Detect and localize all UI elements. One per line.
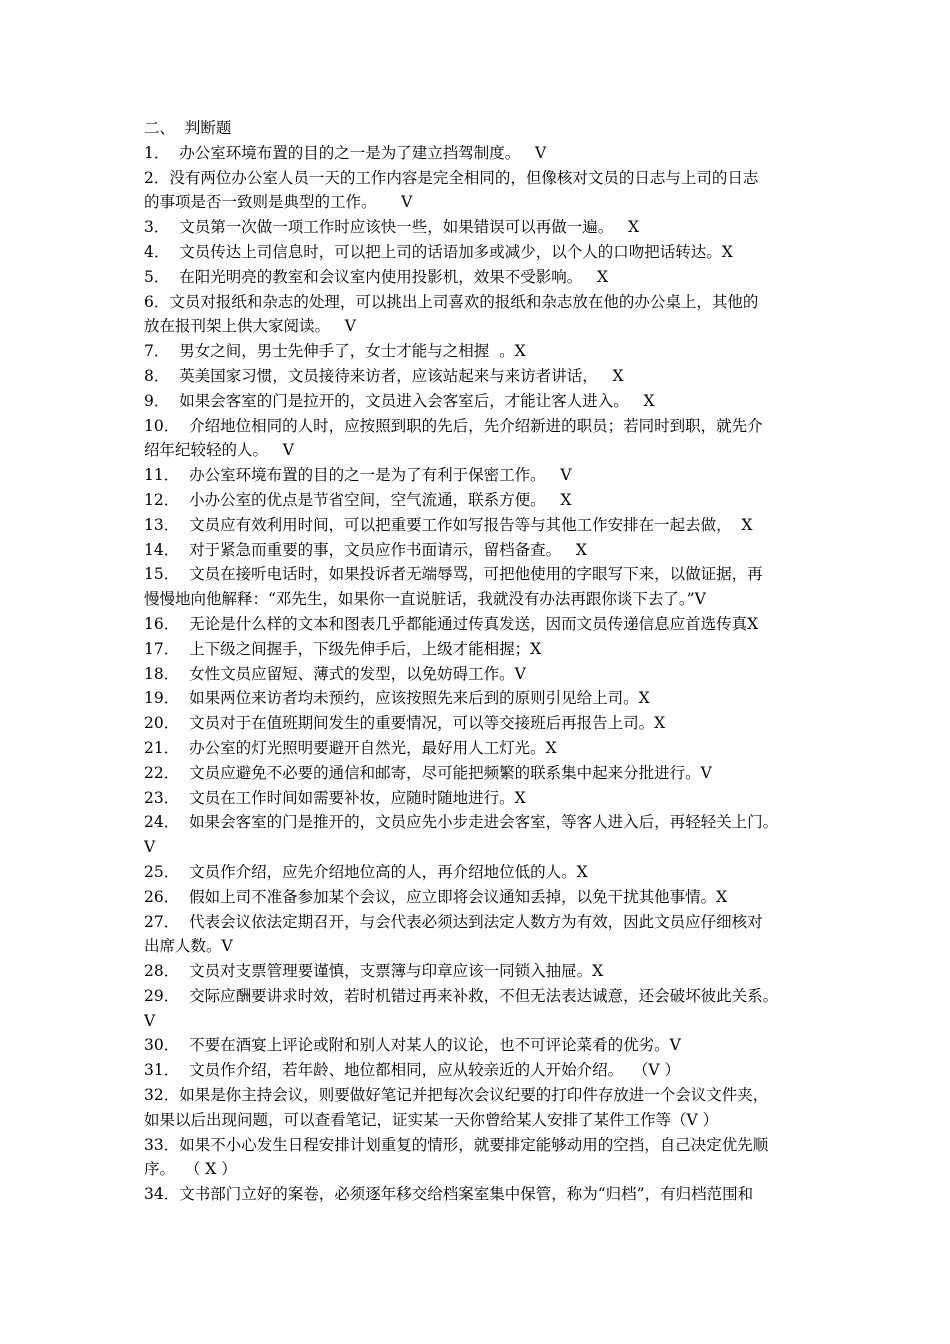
question-line: 12． 小办公室的优点是节省空间，空气流通，联系方便。 X — [144, 490, 572, 509]
question-line: 29． 交际应酬要讲求时效，若时机错过再来补救，不但无法表达诚意，还会破坏彼此关系。 — [144, 986, 779, 1005]
question-line: 放在报刊架上供大家阅读。 V — [144, 317, 356, 336]
question-line: 7． 男女之间，男士先伸手了，女士才能与之相握 。X — [144, 342, 526, 361]
question-line: 2．没有两位办公室人员一天的工作内容是完全相同的，但像核对文员的日志与上司的日志 — [144, 168, 759, 187]
question-line: 4． 文员传达上司信息时，可以把上司的话语加多或减少，以个人的口吻把话转达。X — [144, 242, 733, 261]
question-line: 34．文书部门立好的案卷，必须逐年移交给档案室集中保管，称为“归档”，有归档范围和 — [144, 1185, 754, 1204]
question-line: V — [144, 1011, 156, 1030]
question-line: 26． 假如上司不准备参加某个会议，应立即将会议通知丢掉，以免干扰其他事情。X — [144, 887, 728, 906]
question-line: 如果以后出现问题，可以查看笔记，证实某一天你曾给某人安排了某件工作等（V ） — [144, 1110, 719, 1129]
question-line: 28． 文员对支票管理要谨慎，支票簿与印章应该一同锁入抽屉。X — [144, 962, 604, 981]
question-line: 9． 如果会客室的门是拉开的，文员进入会客室后，才能让客人进入。 X — [144, 391, 655, 410]
question-line: 19． 如果两位来访者均未预约，应该按照先来后到的原则引见给上司。X — [144, 689, 650, 708]
question-line: 6．文员对报纸和杂志的处理，可以挑出上司喜欢的报纸和杂志放在他的办公桌上，其他的 — [144, 292, 759, 311]
section-heading: 二、 判断题 — [144, 119, 232, 137]
question-line: 慢慢地向他解释：“邓先生，如果你一直说脏话，我就没有办法再跟你谈下去了。”V — [144, 590, 706, 609]
question-line: 32．如果是你主持会议，则要做好笔记并把每次会议纪要的打印件存放进一个会议文件夹， — [144, 1086, 769, 1105]
question-line: 1． 办公室环境布置的目的之一是为了建立挡驾制度。 V — [144, 143, 547, 162]
question-line: 14． 对于紧急而重要的事，文员应作书面请示，留档备查。 X — [144, 540, 587, 559]
question-line: 30． 不要在酒宴上评论或附和别人对某人的议论，也不可评论菜肴的优劣。V — [144, 1036, 681, 1055]
question-line: 15． 文员在接听电话时，如果投诉者无端辱骂，可把他使用的字眼写下来，以做证据，再 — [144, 565, 763, 584]
question-line: 5． 在阳光明亮的教室和会议室内使用投影机，效果不受影响。 X — [144, 267, 609, 286]
question-line: 33．如果不小心发生日程安排计划重复的情形，就要排定能够动用的空挡，自己决定优先顺 — [144, 1135, 769, 1154]
question-line: 18． 女性文员应留短、薄式的发型，以免妨碍工作。V — [144, 664, 526, 683]
question-line: V — [144, 838, 156, 857]
question-line: 10． 介绍地位相同的人时，应按照到职的先后，先介绍新进的职员；若同时到职，就先介 — [144, 416, 763, 435]
question-line: 3． 文员第一次做一项工作时应该快一些，如果错误可以再做一遍。 X — [144, 218, 640, 237]
question-line: 17． 上下级之间握手，下级先伸手后，上级才能相握；X — [144, 639, 542, 658]
question-line: 31． 文员作介绍，若年龄、地位都相同，应从较亲近的人开始介绍。 （V ） — [144, 1061, 681, 1080]
question-line: 的事项是否一致则是典型的工作。 V — [144, 193, 413, 212]
question-line: 绍年纪较轻的人。 V — [144, 441, 294, 460]
question-line: 22． 文员应避免不必要的通信和邮寄，尽可能把频繁的联系集中起来分批进行。V — [144, 763, 712, 782]
question-line: 序。 （ X ） — [144, 1160, 237, 1179]
question-line: 出席人数。V — [144, 937, 233, 956]
question-line: 23． 文员在工作时间如需要补妆，应随时随地进行。X — [144, 788, 526, 807]
question-line: 11． 办公室环境布置的目的之一是为了有利于保密工作。 V — [144, 466, 572, 485]
question-line: 16． 无论是什么样的文本和图表几乎都能通过传真发送，因而文员传递信息应首选传真X — [144, 614, 759, 633]
question-line: 24． 如果会客室的门是推开的，文员应先小步走进会客室，等客人进入后，再轻轻关上门。 — [144, 813, 779, 832]
question-line: 20． 文员对于在值班期间发生的重要情况，可以等交接班后再报告上司。X — [144, 714, 666, 733]
question-line: 21． 办公室的灯光照明要避开自然光，最好用人工灯光。X — [144, 738, 557, 757]
document-page — [144, 116, 810, 1207]
question-line: 13． 文员应有效利用时间，可以把重要工作如写报告等与其他工作安排在一起去做， X — [144, 515, 753, 534]
question-line: 8． 英美国家习惯，文员接待来访者，应该站起来与来访者讲话， X — [144, 366, 624, 385]
question-line: 27． 代表会议依法定期召开，与会代表必须达到法定人数方为有效，因此文员应仔细核对 — [144, 912, 763, 931]
question-line: 25． 文员作介绍，应先介绍地位高的人，再介绍地位低的人。X — [144, 862, 588, 881]
